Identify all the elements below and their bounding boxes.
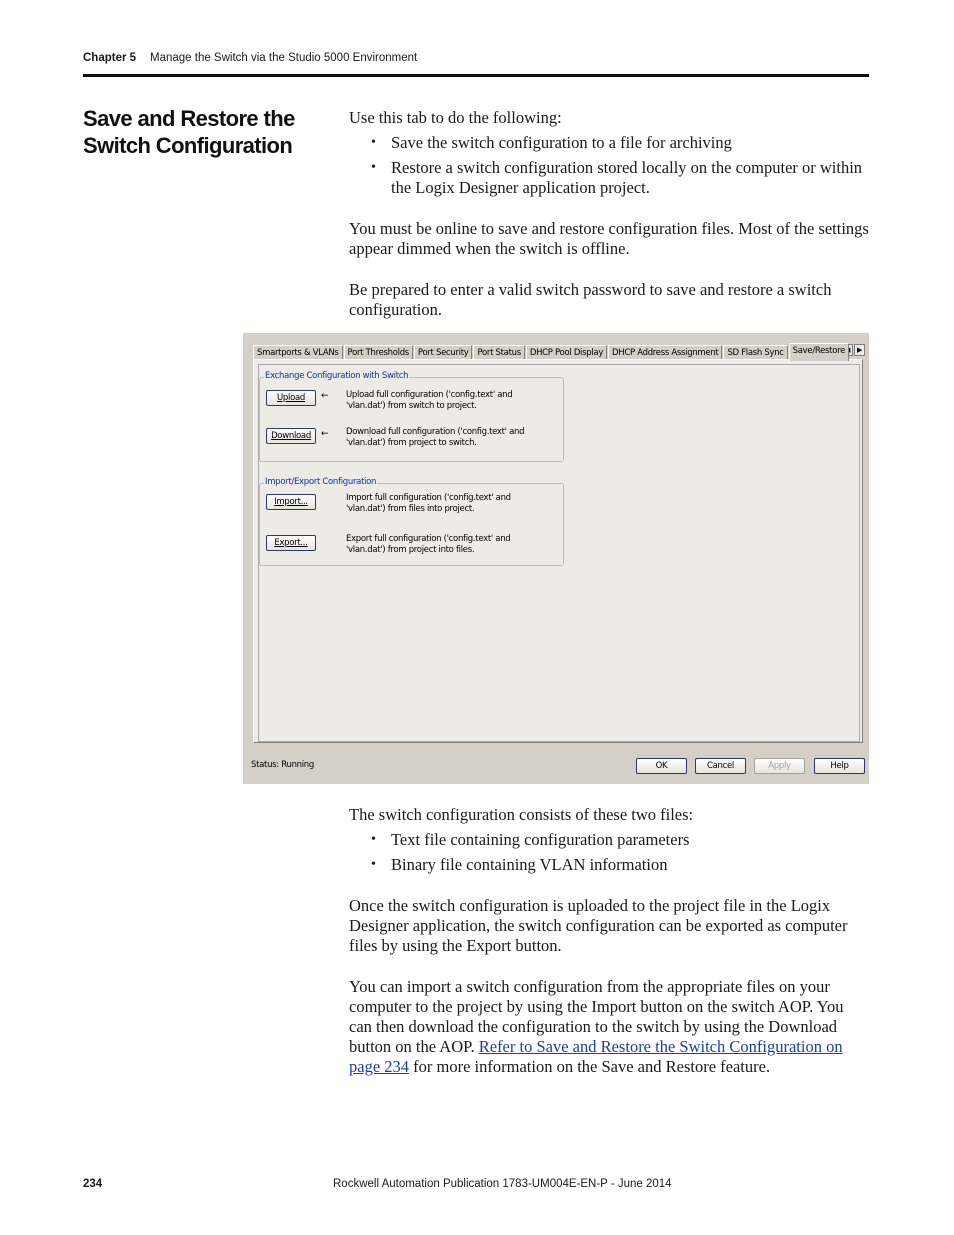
files-bullet-list xyxy=(371,830,869,880)
chevron-right-icon[interactable]: ▶ xyxy=(854,344,865,356)
section-title xyxy=(83,105,333,159)
tab-sd-flash-sync[interactable]: SD Flash Sync xyxy=(723,345,787,360)
arrow-left-icon: ← xyxy=(321,429,329,439)
tab-panel xyxy=(253,359,863,743)
import-description: Import full configuration ('config.text' and 'vlan.dat') from files into project. xyxy=(346,493,511,514)
tab-port-thresholds[interactable]: Port Thresholds xyxy=(344,345,413,360)
tab-save-restore[interactable]: Save/Restore xyxy=(789,343,849,361)
download-button[interactable]: Download xyxy=(266,428,316,444)
list-item xyxy=(371,855,869,875)
import-text-after: for more information on the Save and Restore feature. xyxy=(409,1057,771,1076)
list-item xyxy=(371,830,869,850)
intro-lead: Use this tab to do the following: xyxy=(349,108,562,127)
bullet-icon: • xyxy=(371,857,376,872)
tab-dhcp-address-assignment[interactable]: DHCP Address Assignment xyxy=(608,345,722,360)
tab-smartports-vlans[interactable]: Smartports & VLANs xyxy=(253,345,343,360)
help-button[interactable]: Help xyxy=(814,758,865,774)
chapter-title: Manage the Switch via the Studio 5000 Environment xyxy=(150,52,418,64)
cross-reference-link[interactable]: Refer to Save and Restore the Switch Configuration on page 234 xyxy=(349,1037,843,1076)
exchange-group-title: Exchange Configuration with Switch xyxy=(265,371,409,381)
bullet-text: Restore a switch configuration stored locally on the computer or within the Logix Designer application project. xyxy=(391,158,863,197)
import-export-group-title: Import/Export Configuration xyxy=(265,477,377,487)
paragraph-import xyxy=(349,977,869,1077)
paragraph-export: Once the switch configuration is uploaded to the project file in the Logix Designer application, the switch configuration can be exported as computer files by using the Export button. xyxy=(349,896,848,955)
upload-button[interactable]: Upload xyxy=(266,390,316,406)
bullet-icon: • xyxy=(371,160,376,175)
cancel-button[interactable]: Cancel xyxy=(695,758,746,774)
files-lead: The switch configuration consists of these two files: xyxy=(349,805,694,824)
download-description: Download full configuration ('config.text' and 'vlan.dat') from project to switch. xyxy=(346,427,525,448)
export-description: Export full configuration ('config.text' and 'vlan.dat') from project into files. xyxy=(346,534,511,555)
ok-button[interactable]: OK xyxy=(636,758,687,774)
bullet-icon: • xyxy=(371,135,376,150)
list-item xyxy=(371,158,869,198)
intro-bullet-list xyxy=(371,133,869,203)
paragraph-online: You must be online to save and restore configuration files. Most of the settings appear dimmed when the switch is offline. xyxy=(349,219,869,258)
list-item xyxy=(371,133,869,153)
tab-dhcp-pool-display[interactable]: DHCP Pool Display xyxy=(526,345,607,360)
arrow-left-icon: ← xyxy=(321,391,329,401)
chapter-label: Chapter 5 xyxy=(83,52,137,64)
section-title-line1: Save and Restore the xyxy=(83,106,295,131)
tab-port-security[interactable]: Port Security xyxy=(414,345,473,360)
import-text-before: You can import a switch configuration from the appropriate files on your computer to the project by using the Import button on the switch AOP. You can then download the configuration to the switch by using the Download button on the AOP. xyxy=(349,977,844,1056)
import-export-group xyxy=(259,477,564,566)
header-rule xyxy=(83,74,869,77)
status-text: Status: Running xyxy=(251,760,314,770)
bullet-text: Save the switch configuration to a file for archiving xyxy=(391,133,732,152)
export-button[interactable]: Export... xyxy=(266,535,316,551)
paragraph-password: Be prepared to enter a valid switch password to save and restore a switch configuration. xyxy=(349,280,832,319)
bullet-icon: • xyxy=(371,832,376,847)
bullet-text: Text file containing configuration parameters xyxy=(391,830,690,849)
bullet-text: Binary file containing VLAN information xyxy=(391,855,668,874)
publication-info: Rockwell Automation Publication 1783-UM004E-EN-P - June 2014 xyxy=(333,1178,672,1190)
upload-description: Upload full configuration ('config.text' and 'vlan.dat') from switch to project. xyxy=(346,390,513,411)
save-restore-screenshot xyxy=(243,333,869,784)
page-number: 234 xyxy=(83,1178,103,1190)
tab-strip xyxy=(253,343,850,359)
section-title-line2: Switch Configuration xyxy=(83,133,293,158)
apply-button[interactable]: Apply xyxy=(754,758,805,774)
exchange-config-group xyxy=(259,371,564,462)
tab-port-status[interactable]: Port Status xyxy=(473,345,524,360)
import-button[interactable]: Import... xyxy=(266,494,316,510)
tab-panel-inner xyxy=(258,364,860,742)
